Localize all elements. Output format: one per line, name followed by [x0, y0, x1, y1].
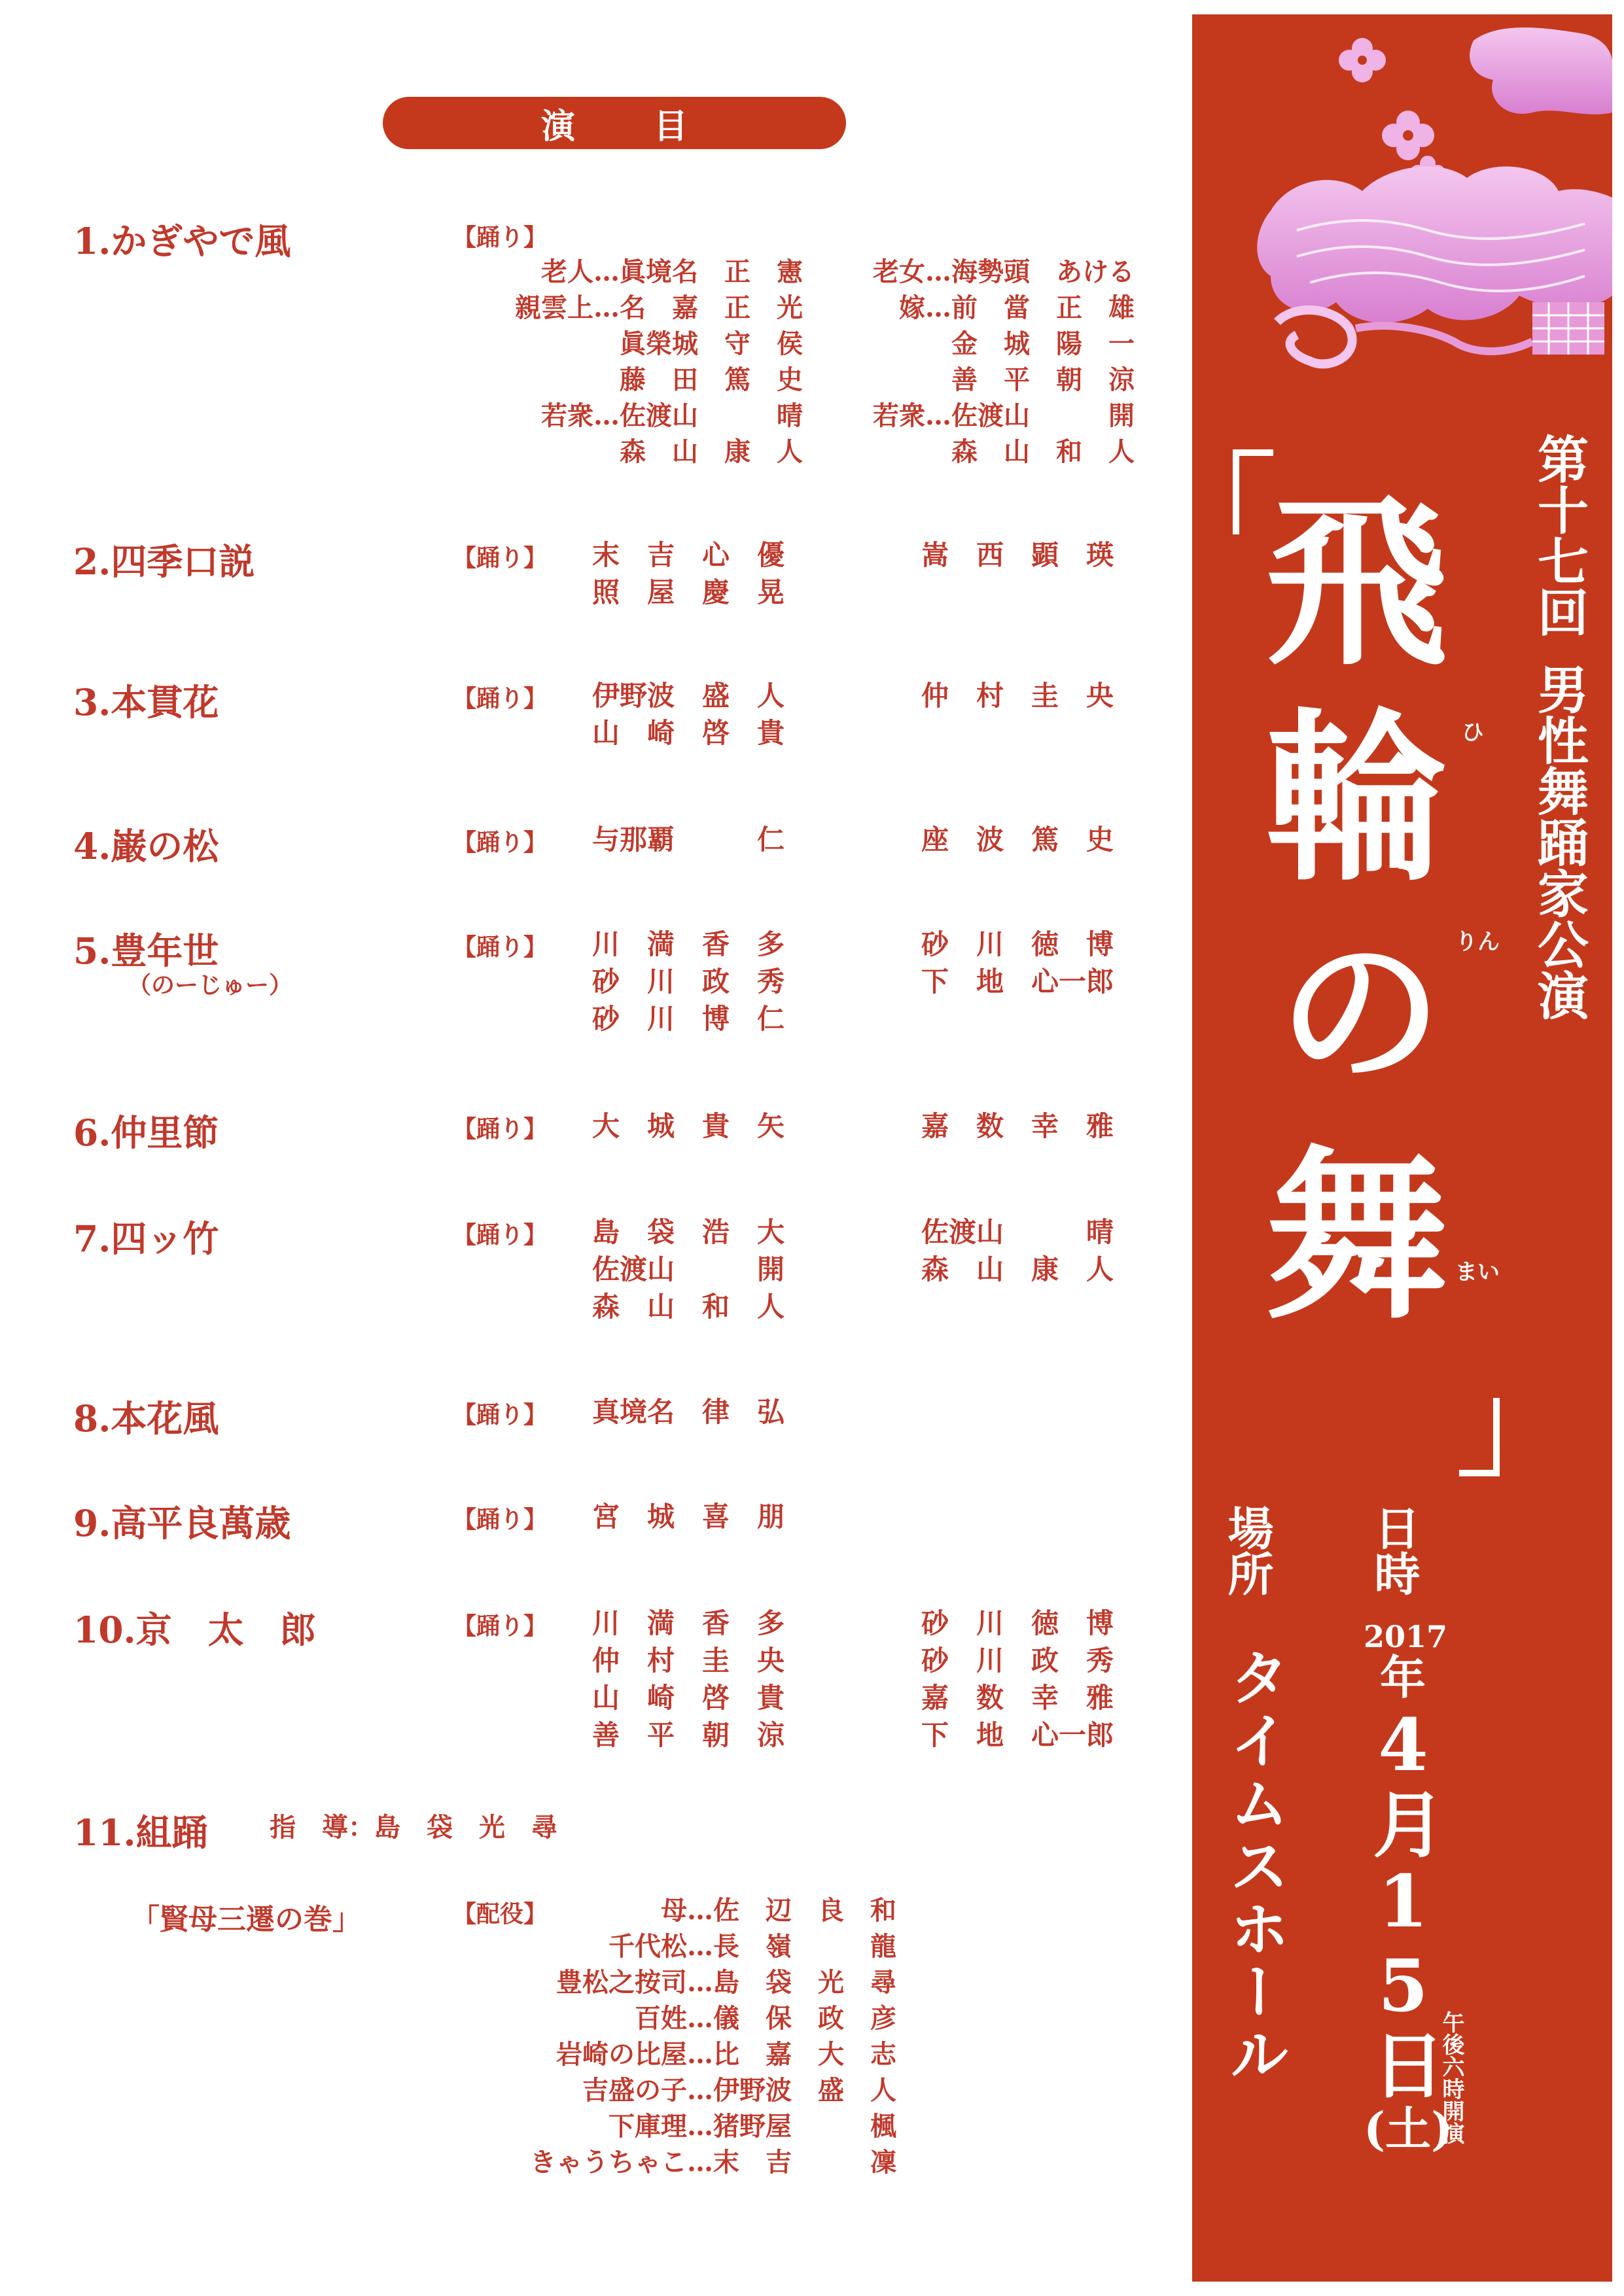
- program-cast-right-4: 座 波 篤 史: [921, 824, 1114, 856]
- event-banner: [1192, 14, 1612, 2282]
- program-tag-9: 【踊り】: [453, 1506, 548, 1533]
- event-year-unit: 年: [1380, 1650, 1426, 1705]
- program-tag-1: 【踊り】: [453, 224, 548, 251]
- event-month-day: 4月15日: [1361, 1703, 1445, 2100]
- program-roles-11: 母…佐 辺 良 和 千代松…長 嶺 龍 豊松之按司…島 袋 光 尋 百姓…儀 保 政 彦 岩崎の比屋…比 嘉 大 志 吉盛の子…伊野波 盛 人 下庫理…猪野屋 楓 きゃうちゃこ…末 吉 凜: [530, 1895, 896, 2178]
- decorative-clouds-flowers-icon: [1192, 14, 1612, 381]
- ruby-hi: ひ: [1462, 720, 1484, 746]
- program-title-5: 5.豊年世: [73, 930, 219, 972]
- program-title-1: 1.かぎやで風: [73, 220, 291, 262]
- event-edition-label: 第十七回: [1529, 433, 1589, 637]
- ruby-mai: まい: [1455, 1259, 1500, 1285]
- ruby-rin: りん: [1455, 929, 1500, 955]
- program-tag-2: 【踊り】: [453, 544, 548, 572]
- program-tag-5: 【踊り】: [453, 933, 548, 961]
- program-tag-3: 【踊り】: [453, 685, 548, 712]
- program-heading: [383, 97, 846, 149]
- program-cast-right-3: 仲 村 圭 央: [921, 680, 1114, 712]
- date-label: 日時: [1367, 1505, 1421, 1596]
- event-weekday: (土): [1364, 2102, 1453, 2156]
- event-edition: [1529, 433, 1589, 1020]
- venue-name: タイムスホール: [1220, 1646, 1290, 2086]
- program-cast-right-1: 老女…海勢頭 あける 嫁…前 當 正 雄 金 城 陽 一 善 平 朝 涼 若衆…佐渡山 開 森 山 和 人: [873, 256, 1135, 467]
- program-cast-left-6: 大 城 貴 矢: [592, 1110, 785, 1142]
- program-title-9: 9.高平良萬歳: [73, 1502, 291, 1544]
- program-cast-right-7: 佐渡山 晴 森 山 康 人: [921, 1216, 1114, 1285]
- program-cast-right-10: 砂 川 徳 博 砂 川 政 秀 嘉 数 幸 雅 下 地 心一郎: [921, 1607, 1114, 1751]
- main-title-char-2: 輪: [1265, 691, 1449, 907]
- event-name: 男性舞踊家公演: [1529, 663, 1589, 1020]
- program-title-4: 4.巌の松: [73, 825, 219, 867]
- program-title-3: 3.本貫花: [73, 681, 219, 723]
- program-tag-6: 【踊り】: [453, 1115, 548, 1143]
- program-title-6: 6.仲里節: [73, 1111, 219, 1154]
- program-tag-8: 【踊り】: [453, 1401, 548, 1429]
- program-subtitle-11: 「賢母三遷の巻」: [131, 1903, 361, 1936]
- program-cast-left-7: 島 袋 浩 大 佐渡山 開 森 山 和 人: [592, 1216, 785, 1323]
- main-title-char-4: 舞: [1265, 1130, 1449, 1345]
- place-label: 場所: [1220, 1505, 1275, 1596]
- program-title-2: 2.四季口説: [73, 540, 255, 583]
- program-tag-11: 【配役】: [453, 1900, 548, 1928]
- event-start-time: 午後六時開演: [1438, 2011, 1464, 2144]
- program-cast-left-9: 宮 城 喜 朋: [592, 1501, 785, 1533]
- program-cast-right-6: 嘉 数 幸 雅: [921, 1110, 1114, 1142]
- program-title-11: 11.組踊: [73, 1811, 208, 1854]
- program-tag-10: 【踊り】: [453, 1612, 548, 1640]
- program-heading-char-2: 目: [654, 106, 688, 147]
- program-cast-left-2: 末 吉 心 優 照 屋 慶 晃: [592, 539, 785, 608]
- program-cast-left-3: 伊野波 盛 人 山 崎 啓 貴: [592, 680, 785, 749]
- program-instructor-11: 指 導：島 袋 光 尋: [270, 1812, 557, 1843]
- main-title-char-1: 飛: [1265, 476, 1449, 691]
- program-tag-4: 【踊り】: [453, 829, 548, 856]
- program-cast-right-5: 砂 川 徳 博 下 地 心一郎: [921, 928, 1114, 998]
- program-cast-left-10: 川 満 香 多 仲 村 圭 央 山 崎 啓 貴 善 平 朝 涼: [592, 1607, 785, 1751]
- program-cast-left-1: 老人…眞境名 正 憲 親雲上…名 嘉 正 光 眞榮城 守 侯 藤 田 篤 史 若衆…佐渡山 晴 森 山 康 人: [515, 256, 803, 467]
- program-cast-left-5: 川 満 香 多 砂 川 政 秀 砂 川 博 仁: [592, 928, 785, 1035]
- title-close-bracket: [1459, 1398, 1500, 1476]
- program-subtitle-5: （のーじゅー）: [128, 971, 293, 999]
- program-title-10: 10.京 太 郎: [73, 1609, 316, 1651]
- program-heading-char-1: 演: [540, 106, 575, 147]
- program-title-7: 7.四ッ竹: [73, 1217, 219, 1260]
- event-year: 2017: [1364, 1619, 1448, 1654]
- main-title-char-3: の: [1279, 916, 1442, 1108]
- program-cast-left-4: 与那覇 仁: [592, 824, 785, 856]
- program-cast-right-2: 嵩 西 顕 瑛: [921, 539, 1114, 571]
- program-cast-left-8: 真境名 律 弘: [592, 1396, 785, 1428]
- program-title-8: 8.本花風: [73, 1397, 219, 1440]
- program-tag-7: 【踊り】: [453, 1221, 548, 1249]
